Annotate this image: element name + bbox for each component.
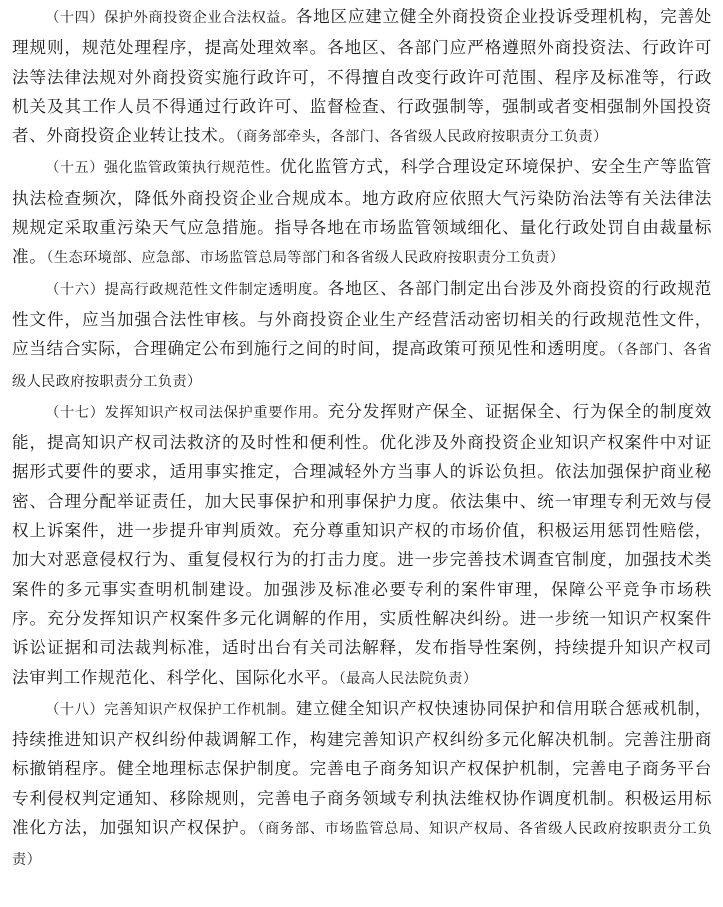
- section-heading: （十八）完善知识产权保护工作机制。: [45, 701, 296, 718]
- paragraph-18: [12, 694, 712, 876]
- responsibility-note: （各部门、各省级人民政府按职责分工负责）: [12, 342, 712, 390]
- responsibility-note: （商务部牵头，各部门、各省级人民政府按职责分工负责）: [235, 129, 608, 146]
- paragraph-16: [12, 274, 712, 397]
- paragraph-text: 各地区应建立健全外商投资企业投诉受理机构，完善处理规则，规范处理程序，提高处理效率。各地区、各部门应严格遵照外商投资法、行政许可法等法律法规对外商投资实施行政许可，不得擅自改变行政许可范围、程序及标准等，行政机关及其工作人员不得通过行政许可、监督检查、行政强制等，强制或者变相强制外国投资者、外商投资企业转让技术。: [12, 7, 712, 146]
- paragraph-text: 建立健全知识产权快速协同保护和信用联合惩戒机制，持续推进知识产权纠纷仲裁调解工作，构建完善知识产权纠纷多元化解决机制。完善注册商标撤销程序。健全地理标志保护制度。完善电子商务知识产权保护机制，完善电子商务平台专利侵权判定通知、移除规则，完善电子商务领域专利执法维权协作调度机制。积极运用标准化方法，加强知识产权保护。: [12, 698, 712, 838]
- section-heading: （十五）强化监管政策执行规范性。: [45, 160, 281, 177]
- responsibility-note: （生态环境部、应急部、市场监管总局等部门和各省级人民政府按职责分工负责）: [46, 250, 565, 267]
- section-heading: （十四）保护外商投资企业合法权益。: [45, 10, 296, 26]
- responsibility-note: （最高人民法院负责）: [338, 670, 478, 687]
- document-body: [12, 2, 712, 876]
- paragraph-text: 充分发挥财产保全、证据保全、行为保全的制度效能，提高知识产权司法救济的及时性和便利性。优化涉及外商投资企业知识产权案件中对证据形式要件的要求，适用事实推定，合理减轻外方当事人的诉讼负担。依法加强保护商业秘密、合理分配举证责任，加大民事保护和刑事保护力度。依法集中、统一审理专利无效与侵权上诉案件，进一步提升审判质效。充分尊重知识产权的市场价值，积极运用惩罚性赔偿，加大对恶意侵权行为、重复侵权行为的打击力度。进一步完善技术调查官制度，加强技术类案件的多元事实查明机制建设。加强涉及标准必要专利的案件审理，保障公平竞争市场秩序。充分发挥知识产权案件多元化调解的作用，实质性解决纠纷。进一步统一知识产权案件诉讼证据和司法裁判标准，适时出台有关司法解释，发布指导性案例，持续提升知识产权司法审判工作规范化、科学化、国际化水平。: [12, 401, 712, 687]
- paragraph-14: [12, 2, 712, 152]
- paragraph-text: 优化监管方式，科学合理设定环境保护、安全生产等监管执法检查频次，降低外商投资企业合规成本。地方政府应依照大气污染防治法等有关法律法规规定采取重污染天气应急措施。指导各地在市场监管领域细化、量化行政处罚自由裁量标准。: [12, 157, 712, 267]
- section-heading: （十七）发挥知识产权司法保护重要作用。: [45, 404, 328, 421]
- paragraph-17: [12, 397, 712, 694]
- paragraph-text: 各地区、各部门制定出台涉及外商投资的行政规范性文件，应当加强合法性审核。与外商投资企业生产经营活动密切相关的行政规范性文件，应当结合实际，合理确定公布到施行之间的时间，提高政策可预见性和透明度。: [12, 278, 712, 359]
- section-heading: （十六）提高行政规范性文件制定透明度。: [45, 281, 328, 298]
- responsibility-note: （商务部、市场监管总局、知识产权局、各省级人民政府按职责分工负责）: [12, 821, 712, 869]
- paragraph-15: [12, 152, 712, 273]
